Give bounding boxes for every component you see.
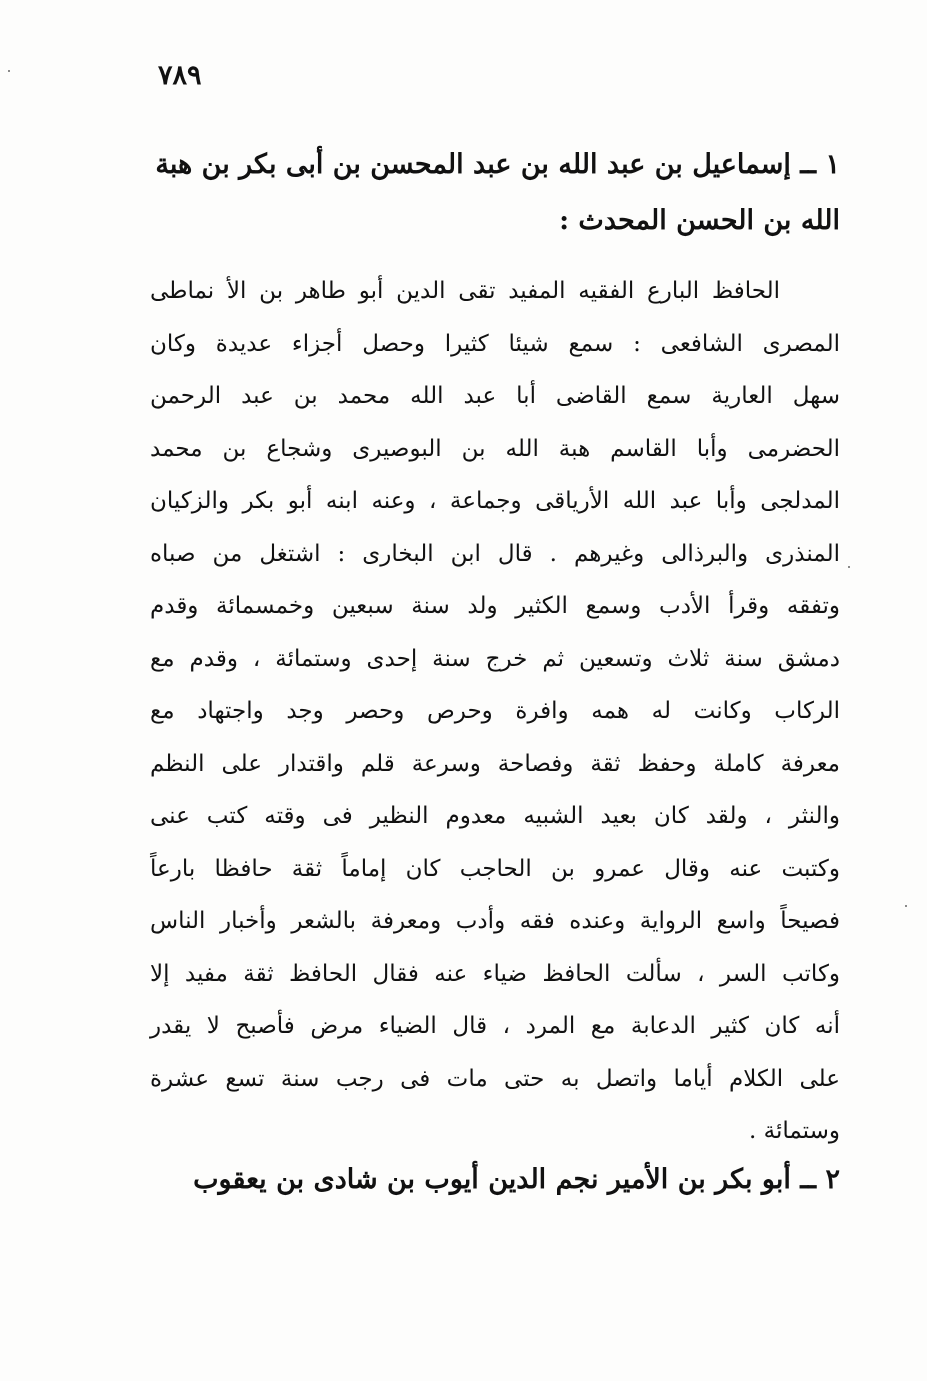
body-line: سهل العارية سمع القاضى أبا عبد الله محمد بن عبد الرحمن [150,383,840,409]
body-line: على الكلام أياما واتصل به حتى مات فى رجب سنة تسع عشرة [150,1065,840,1092]
body-line: المنذرى والبرذالى وغيرهم . قال ابن البخارى : اشتغل من صباه [150,540,840,567]
body-line: الحضرمى وأبا القاسم هبة الله بن البوصيرى وشجاع بن محمد [150,435,840,462]
entry-1-heading-line-2: الله بن الحسن المحدث : [559,205,840,236]
body-line: وكاتب السر ، سألت الحافظ ضياء عنه فقال الحافظ ثقة مفيد إلا [150,960,840,987]
body-line: معرفة كاملة وحفظ ثقة وفصاحة وسرعة قلم واقتدار على النظم [150,750,840,777]
body-line: والنثر ، ولقد كان بعيد الشبيه معدوم النظير فى وقته كتب عنى [150,803,840,829]
body-line: أنه كان كثير الدعابة مع المرد ، قال الضياء مرض فأصبح لا يقدر [150,1013,840,1039]
scan-speck [905,905,907,907]
entry-1-heading-line-1: ١ ــ إسماعيل بن عبد الله بن عبد المحسن بن أبى بكر بن هبة [155,149,840,180]
body-line: وكتبت عنه وقال عمرو بن الحاجب كان إماماً ثقة حافظا بارعاً [150,855,840,882]
body-line: وستمائة . [749,1118,840,1144]
scan-speck [848,566,850,568]
body-line: فصيحاً واسع الرواية وعنده فقه وأدب ومعرفة بالشعر وأخبار الناس [150,908,840,934]
scan-speck [8,70,10,72]
entry-1-body [150,265,840,1158]
body-line: الحافظ البارع الفقيه المفيد تقى الدين أبو طاهر بن الأ نماطى [150,278,780,304]
entry-2-heading: ٢ ــ أبو بكر بن الأمير نجم الدين أيوب بن شادى بن يعقوب [193,1164,840,1195]
body-line: المدلجى وأبا عبد الله الأرياقى وجماعة ، وعنه ابنه أبو بكر والزكيان [150,488,840,514]
body-line: الركاب وكانت له همه وافرة وحرص وحصر وجد واجتهاد مع [150,698,840,724]
page-number: ٧٨٩ [158,60,202,91]
body-line: دمشق سنة ثلاث وتسعين ثم خرج سنة إحدى وستمائة ، وقدم مع [150,645,840,672]
body-line: وتفقه وقرأ الأدب وسمع الكثير ولد سنة سبعين وخمسمائة وقدم [150,593,840,619]
entry-1-heading [150,137,840,249]
body-line: المصرى الشافعى : سمع شيئا كثيرا وحصل أجزاء عديدة وكان [150,330,840,357]
